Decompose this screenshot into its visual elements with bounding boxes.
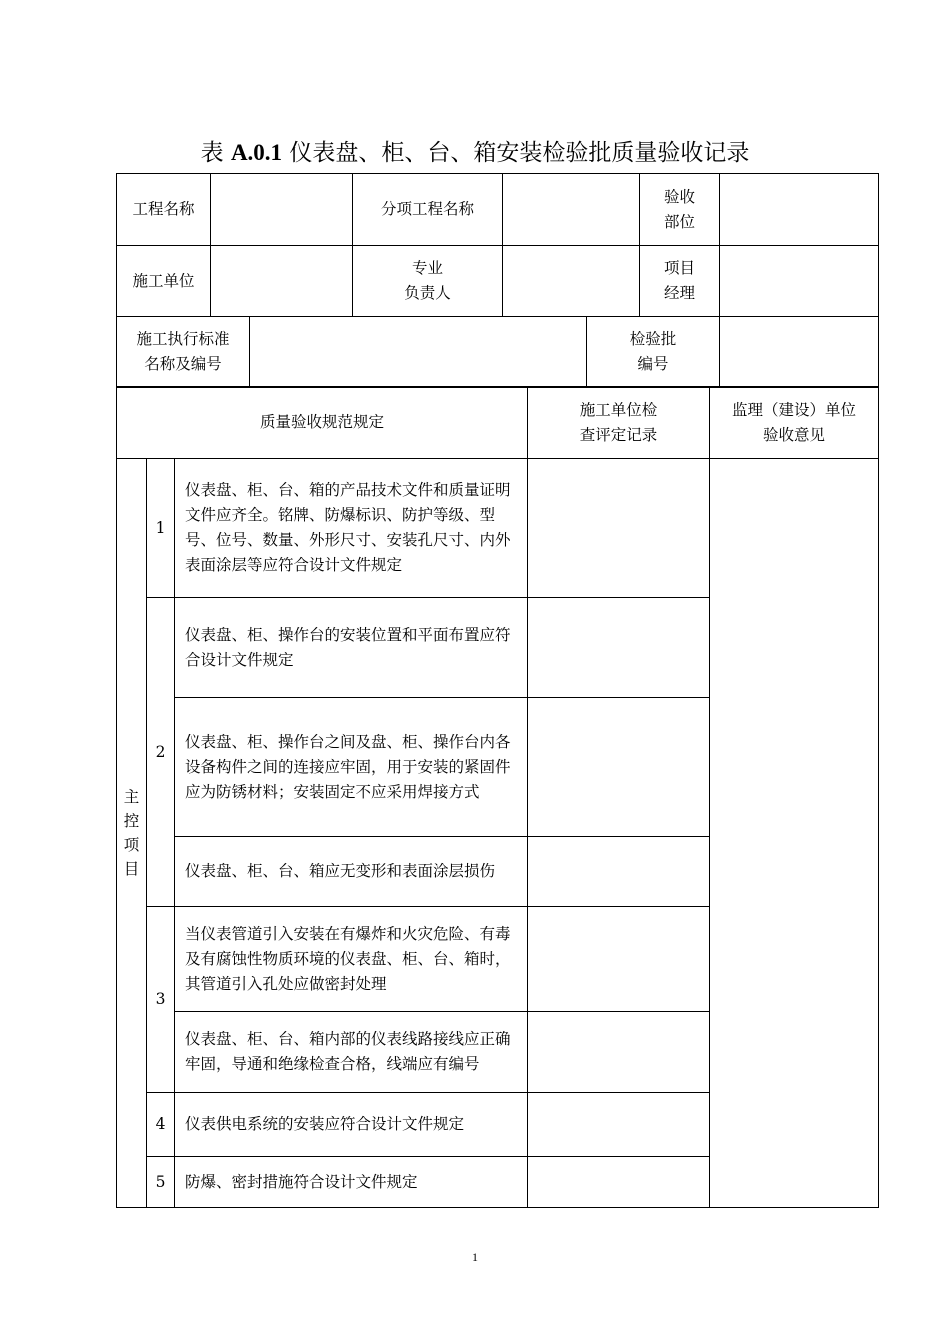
item-text: 仪表盘、柜、台、箱的产品技术文件和质量证明文件应齐全。铭牌、防爆标识、防护等级、型号、位号、数量、外形尺寸、安装孔尺寸、内外表面涂层等应符合设计文件规定 <box>175 459 528 598</box>
page-title <box>0 136 950 170</box>
specialty-lead-label: 专业 负责人 <box>353 246 503 317</box>
check-record-cell[interactable] <box>528 698 710 837</box>
item-number: 3 <box>147 907 175 1093</box>
acceptance-part-label: 验收 部位 <box>640 174 720 246</box>
construction-unit-field[interactable] <box>211 246 353 317</box>
item-number: 2 <box>147 598 175 907</box>
check-record-cell[interactable] <box>528 1012 710 1093</box>
item-text: 仪表盘、柜、台、箱内部的仪表线路接线应正确牢固，导通和绝缘检查合格，线端应有编号 <box>175 1012 528 1093</box>
specialty-lead-field[interactable] <box>503 246 640 317</box>
check-record-cell[interactable] <box>528 598 710 698</box>
construction-unit-label: 施工单位 <box>117 246 211 317</box>
sub-project-label: 分项工程名称 <box>353 174 503 246</box>
item-number: 5 <box>147 1157 175 1208</box>
standard-field[interactable] <box>250 317 587 388</box>
page-number: 1 <box>472 1250 478 1264</box>
batch-no-field[interactable] <box>720 317 879 388</box>
project-manager-field[interactable] <box>720 246 879 317</box>
acceptance-part-field[interactable] <box>720 174 879 246</box>
standard-label: 施工执行标准 名称及编号 <box>117 317 250 388</box>
title-prefix: 表 <box>200 140 224 166</box>
item-text: 防爆、密封措施符合设计文件规定 <box>175 1157 528 1208</box>
item-text: 仪表盘、柜、操作台的安装位置和平面布置应符合设计文件规定 <box>175 598 528 698</box>
project-manager-label: 项目 经理 <box>640 246 720 317</box>
group-label-main-control: 主 控 项 目 <box>117 459 147 1208</box>
item-text: 仪表盘、柜、操作台之间及盘、柜、操作台内各设备构件之间的连接应牢固，用于安装的紧固件应为防锈材料；安装固定不应采用焊接方式 <box>175 698 528 837</box>
item-text: 当仪表管道引入安装在有爆炸和火灾危险、有毒及有腐蚀性物质环境的仪表盘、柜、台、箱时，其管道引入孔处应做密封处理 <box>175 907 528 1012</box>
item-number: 1 <box>147 459 175 598</box>
opinion-cell[interactable] <box>710 459 879 1208</box>
check-record-cell[interactable] <box>528 459 710 598</box>
title-text: 仪表盘、柜、台、箱安装检验批质量验收记录 <box>289 140 750 166</box>
item-number: 4 <box>147 1093 175 1157</box>
title-code: A.0.1 <box>230 140 283 165</box>
check-record-cell[interactable] <box>528 907 710 1012</box>
col-header-spec: 质量验收规范规定 <box>117 387 528 459</box>
item-text: 仪表供电系统的安装应符合设计文件规定 <box>175 1093 528 1157</box>
sub-project-field[interactable] <box>503 174 640 246</box>
check-record-cell[interactable] <box>528 1093 710 1157</box>
col-header-check: 施工单位检 查评定记录 <box>528 387 710 459</box>
check-record-cell[interactable] <box>528 1157 710 1208</box>
header-table <box>116 173 879 388</box>
project-name-field[interactable] <box>211 174 353 246</box>
col-header-opinion: 监理（建设）单位 验收意见 <box>710 387 879 459</box>
check-record-cell[interactable] <box>528 837 710 907</box>
inspection-table <box>116 386 879 1208</box>
item-text: 仪表盘、柜、台、箱应无变形和表面涂层损伤 <box>175 837 528 907</box>
project-name-label: 工程名称 <box>117 174 211 246</box>
batch-no-label: 检验批 编号 <box>587 317 720 388</box>
